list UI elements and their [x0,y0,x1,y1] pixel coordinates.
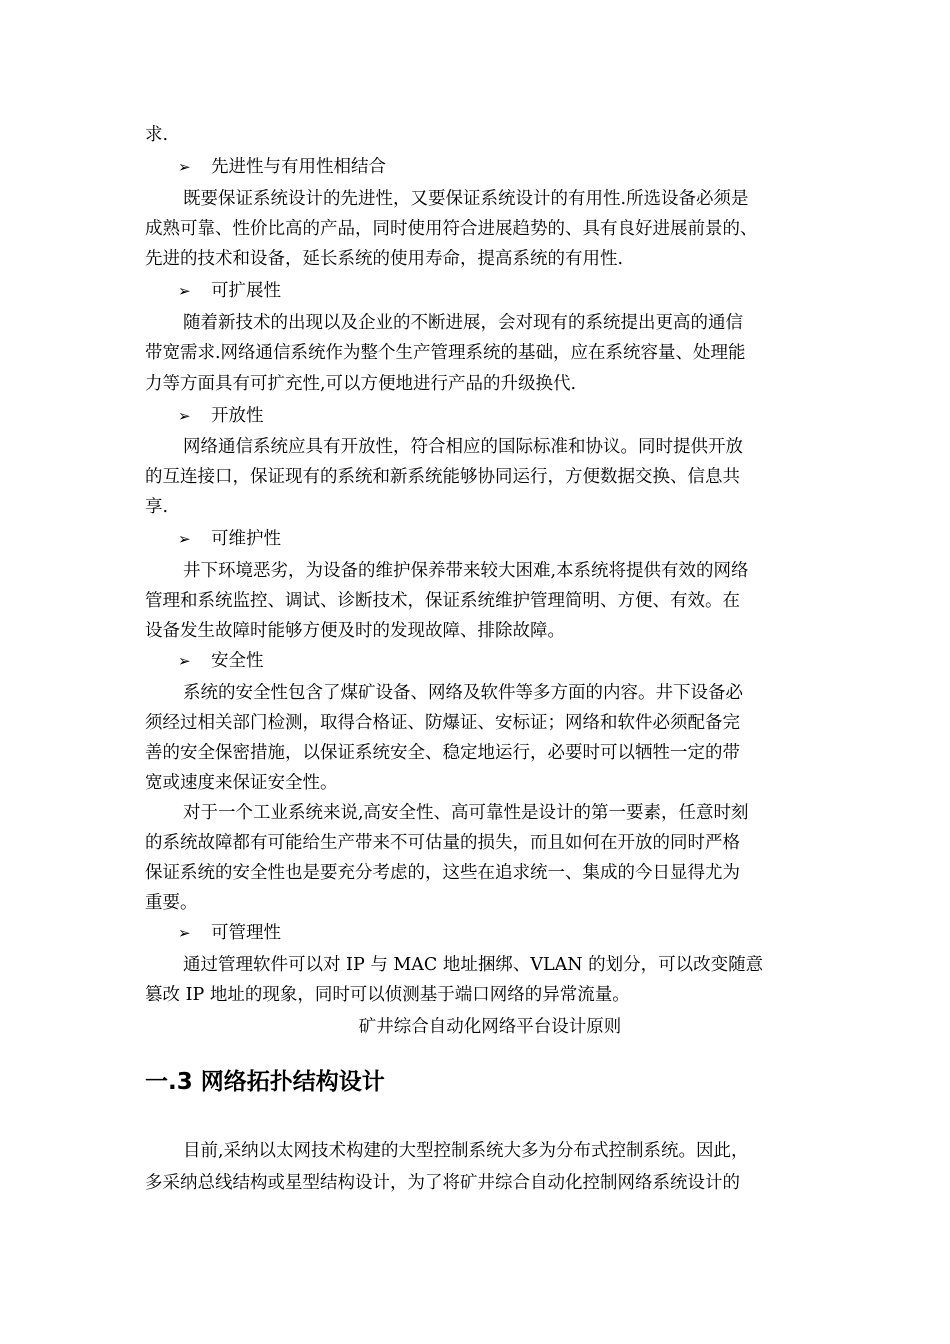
paragraph-line: 须经过相关部门检测，取得合格证、防爆证、安标证；网络和软件必须配备完 [145,713,740,733]
bullet-arrow-icon: ➢ [178,407,191,425]
bullet-label: 安全性 [211,651,264,671]
bullet-arrow-icon: ➢ [178,158,191,176]
paragraph-line: 重要。 [145,893,198,913]
bullet-label: 可扩展性 [211,281,281,301]
paragraph-line: 善的安全保密措施，以保证系统安全、稳定地运行，必要时可以牺牲一定的带 [145,743,740,763]
bullet-item [178,528,281,550]
paragraph-line: 设备发生故障时能够方便及时的发现故障、排除故障。 [145,621,565,641]
paragraph-line: 管理和系统监控、调试、诊断技术，保证系统维护管理简明、方便、有效。在 [145,591,740,611]
bullet-arrow-icon: ➢ [178,924,191,942]
paragraph-line: 的互连接口，保证现有的系统和新系统能够协同运行，方便数据交换、信息共 [145,467,740,487]
bullet-item [178,650,264,672]
bullet-arrow-icon: ➢ [178,530,191,548]
paragraph-line: 保证系统的安全性也是要充分考虑的，这些在追求统一、集成的今日显得尤为 [145,863,740,883]
bullet-label: 可管理性 [211,923,281,943]
paragraph-line: 多采纳总线结构或星型结构设计，为了将矿井综合自动化控制网络系统设计的 [145,1173,740,1193]
paragraph-line: 力等方面具有可扩充性,可以方便地进行产品的升级换代. [145,374,577,394]
paragraph-line: 享. [145,497,169,517]
paragraph-line: 求. [145,125,169,145]
section-heading: 一.3 网络拓扑结构设计 [145,1069,385,1095]
paragraph-line: 系统的安全性包含了煤矿设备、网络及软件等多方面的内容。井下设备必 [183,683,743,703]
paragraph-line: 带宽需求.网络通信系统作为整个生产管理系统的基础，应在系统容量、处理能 [145,343,746,363]
bullet-item [178,156,386,178]
paragraph-line: 网络通信系统应具有开放性，符合相应的国际标准和协议。同时提供开放 [183,437,743,457]
paragraph-line: 通过管理软件可以对 IP 与 MAC 地址捆绑、VLAN 的划分，可以改变随意 [183,955,764,975]
paragraph-line: 的系统故障都有可能给生产带来不可估量的损失，而且如何在开放的同时严格 [145,833,740,853]
paragraph-line: 对于一个工业系统来说,高安全性、高可靠性是设计的第一要素，任意时刻 [183,803,749,823]
paragraph-line: 成熟可靠、性价比高的产品，同时使用符合进展趋势的、具有良好进展前景的、 [145,219,758,239]
bullet-arrow-icon: ➢ [178,652,191,670]
bullet-item [178,405,264,427]
bullet-item [178,280,281,302]
bullet-label: 开放性 [211,406,264,426]
figure-caption: 矿井综合自动化网络平台设计原则 [358,1017,622,1037]
bullet-item [178,922,281,944]
paragraph-line: 先进的技术和设备，延长系统的使用寿命，提高系统的有用性. [145,249,624,269]
bullet-arrow-icon: ➢ [178,282,191,300]
paragraph-line: 宽或速度来保证安全性。 [145,773,338,793]
paragraph-line: 井下环境恶劣，为设备的维护保养带来较大困难,本系统将提供有效的网络 [183,561,749,581]
bullet-label: 可维护性 [211,529,281,549]
bullet-label: 先进性与有用性相结合 [211,157,386,177]
paragraph-line: 随着新技术的出现以及企业的不断进展，会对现有的系统提出更高的通信 [183,313,743,333]
paragraph-line: 篡改 IP 地址的现象，同时可以侦测基于端口网络的异常流量。 [145,985,630,1005]
paragraph-line: 既要保证系统设计的先进性，又要保证系统设计的有用性.所选设备必须是 [183,189,749,209]
paragraph-line: 目前,采纳以太网技术构建的大型控制系统大多为分布式控制系统。因此， [183,1141,749,1161]
